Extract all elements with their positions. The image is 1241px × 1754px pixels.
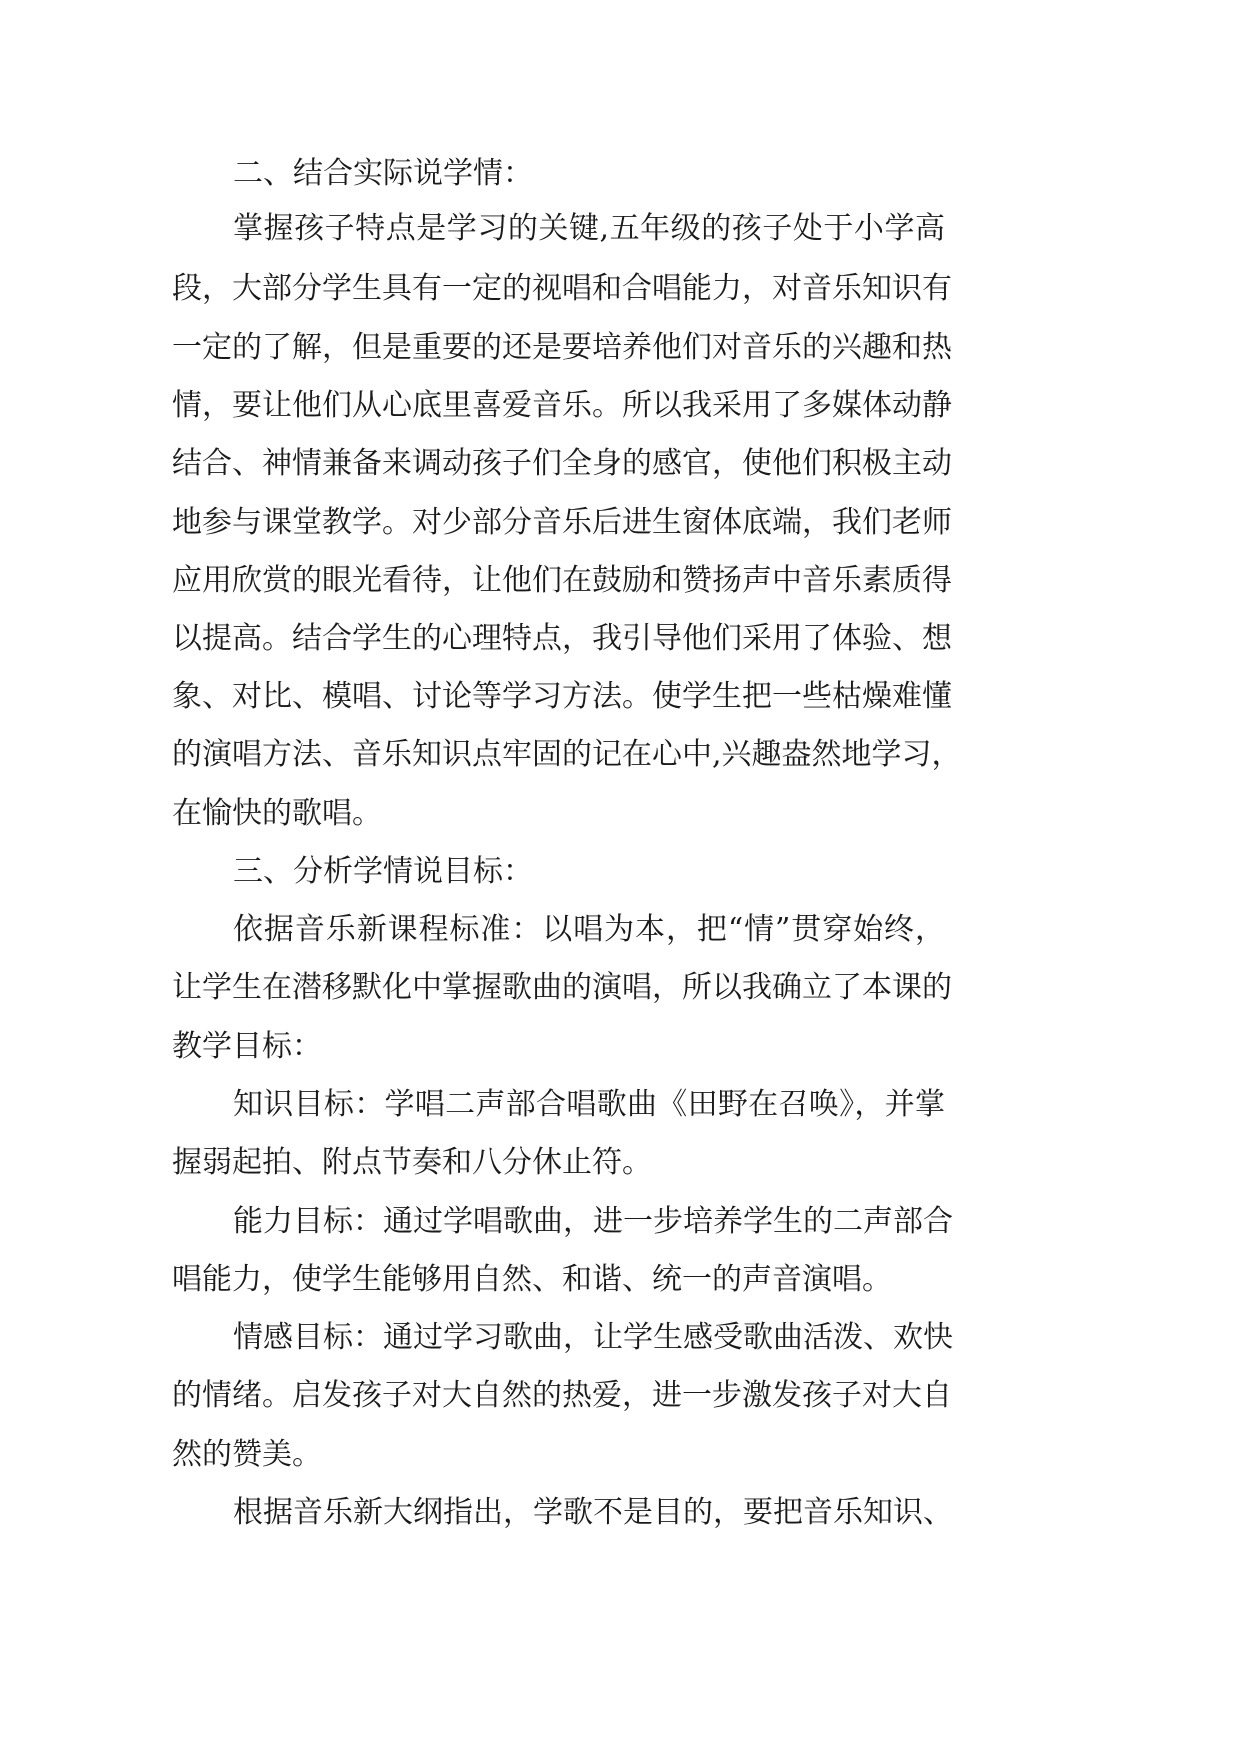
paragraph-line: 在愉快的歌唱。 <box>172 796 382 831</box>
paragraph-line: 的情绪。启发孩子对大自然的热爱，进一步激发孩子对大自 <box>172 1378 952 1413</box>
paragraph-line: 的演唱方法、音乐知识点牢固的记在心中,兴趣盎然地学习， <box>172 737 962 772</box>
paragraph-line: 知识目标：学唱二声部合唱歌曲《田野在召唤》，并掌 <box>233 1087 946 1122</box>
paragraph-line: 一定的了解，但是重要的还是要培养他们对音乐的兴趣和热 <box>172 330 952 365</box>
paragraph-line: 握弱起拍、附点节奏和八分休止符。 <box>172 1145 652 1180</box>
paragraph-line: 让学生在潜移默化中掌握歌曲的演唱，所以我确立了本课的 <box>172 970 952 1005</box>
paragraph-line: 情，要让他们从心底里喜爱音乐。所以我采用了多媒体动静 <box>172 388 952 423</box>
paragraph-line: 依据音乐新课程标准：以唱为本，把“情”贯穿始终， <box>233 912 946 947</box>
paragraph-line: 应用欣赏的眼光看待，让他们在鼓励和赞扬声中音乐素质得 <box>172 563 952 598</box>
section-heading-learning-situation: 二、结合实际说学情： <box>233 156 533 191</box>
paragraph-line: 然的赞美。 <box>172 1437 322 1472</box>
paragraph-line: 象、对比、模唱、讨论等学习方法。使学生把一些枯燥难懂 <box>172 679 952 714</box>
paragraph-line: 教学目标： <box>172 1029 322 1064</box>
paragraph-line: 以提高。结合学生的心理特点，我引导他们采用了体验、想 <box>172 621 952 656</box>
paragraph-line: 地参与课堂教学。对少部分音乐后进生窗体底端，我们老师 <box>172 505 952 540</box>
paragraph-line: 结合、神情兼备来调动孩子们全身的感官，使他们积极主动 <box>172 446 952 481</box>
paragraph-line: 段，大部分学生具有一定的视唱和合唱能力，对音乐知识有 <box>172 271 952 306</box>
paragraph-line: 情感目标：通过学习歌曲，让学生感受歌曲活泼、欢快 <box>233 1320 953 1355</box>
paragraph-line: 能力目标：通过学唱歌曲，进一步培养学生的二声部合 <box>233 1204 953 1239</box>
paragraph-line: 掌握孩子特点是学习的关键,五年级的孩子处于小学高 <box>233 211 946 246</box>
section-heading-objectives: 三、分析学情说目标： <box>233 854 533 889</box>
paragraph-line: 根据音乐新大纲指出，学歌不是目的，要把音乐知识、 <box>233 1495 953 1530</box>
paragraph-line: 唱能力，使学生能够用自然、和谐、统一的声音演唱。 <box>172 1262 892 1297</box>
